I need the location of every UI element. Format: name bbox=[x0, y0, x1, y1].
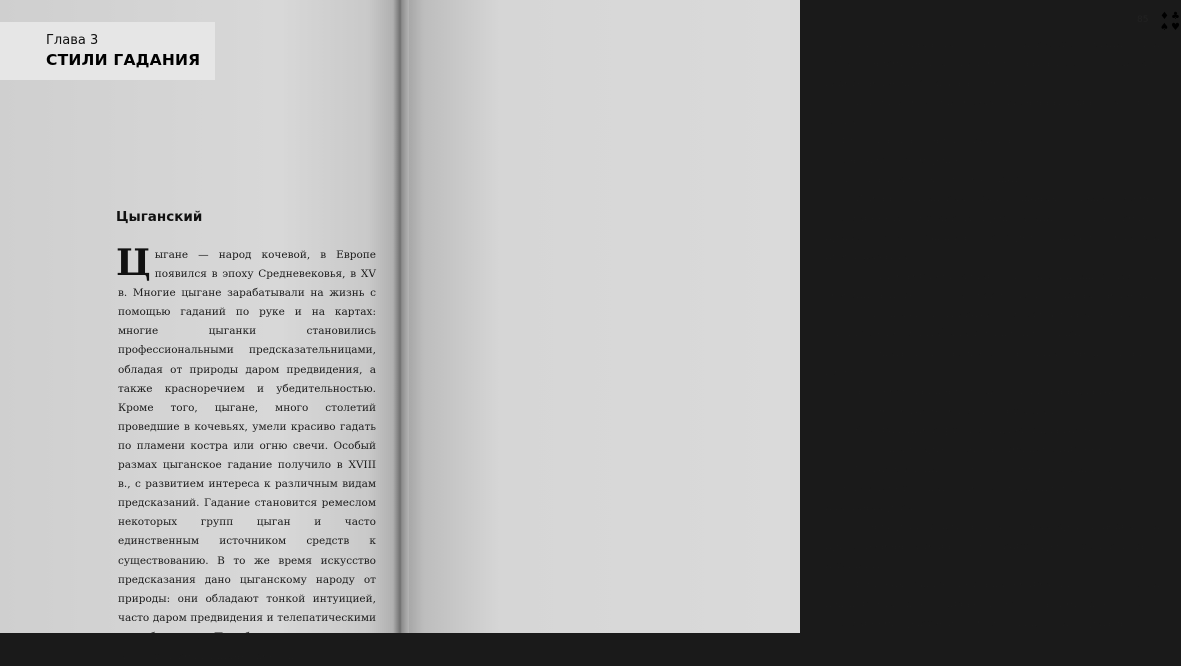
verse-line: Хочешь гадаться — будем гадать. bbox=[841, 173, 1029, 186]
left-body-text bbox=[116, 242, 376, 666]
right-page bbox=[400, 0, 1180, 633]
rule-item: 8) гадалка ни в коем случае не должна сообщать своему клиенту о дате смерти, если она ее узнала из карт или линий руки; bbox=[825, 462, 1160, 514]
paragraph: Цыганки считали своим жизненным девизом такие слова: bbox=[825, 95, 1160, 128]
club-icon: ♣ bbox=[1171, 11, 1180, 22]
rule-item: 1) самое верное гадание — 13 числа каждого месяца, особенно в пятницу 13, а также в день рождения человека; bbox=[825, 269, 1160, 301]
rule-item: 3) гадать лучше всего в солнечный день до 11 часов вечера; bbox=[825, 346, 1160, 379]
paragraph: Именно цыганский стиль гадания заложил основы современным методикам предсказания. Вот несколько правил для гадания, которые цыгане считали необходимыми: bbox=[825, 192, 1160, 263]
rule-item: 9) нехорошо гадать в присутствии других людей или при включенном телевизоре — карты требуют спокойствия и тишины; bbox=[825, 520, 1160, 572]
rule-item: 6) игральные карты не подходят для гадания; bbox=[855, 423, 1112, 436]
verse-line: Не обманешь — не проживешь, bbox=[841, 134, 1017, 147]
section-title: Цыганский bbox=[116, 209, 203, 225]
page-number: 85 bbox=[1137, 15, 1149, 25]
chapter-label: Глава 3 bbox=[46, 33, 99, 48]
diamond-icon: ♦ bbox=[1160, 11, 1169, 22]
right-body-text bbox=[825, 35, 1160, 633]
rule-item: 4) понедельник не самый лучший день для гадания; bbox=[855, 385, 1148, 398]
book-gutter bbox=[393, 0, 409, 633]
rule-item: 2) лучшими спутниками предсказателя являются кот (желательно черный) или трехцветная кошка; bbox=[825, 308, 1160, 340]
left-page bbox=[0, 0, 400, 662]
chapter-title: СТИЛИ ГАДАНИЯ bbox=[46, 51, 201, 69]
card-suits-icon bbox=[1159, 11, 1181, 33]
rule-item: 5) частое гадание не откроет истины; bbox=[855, 404, 1067, 417]
heart-icon: ♥ bbox=[1171, 22, 1180, 33]
verse-line: Он дает — ты берешь. bbox=[841, 153, 964, 166]
paragraph: Начиная гадать, цыганки непременно произносили над картами один из древних заговоров. Вот один из них в современной трактовке: «36 верных друзей и братьев! bbox=[825, 578, 1160, 629]
paragraph: с 10–12 лет начинали обучаться искусству гадания, при этом у некоторых из них сразу выявлялся особый дар видеть человека буквально насквозь. bbox=[825, 38, 1160, 89]
left-body-paragraph: ыгане — народ кочевой, в Европе появился в эпоху Средневековья, в XV в. Многие цыгане зарабатывали на жизнь с помощью гаданий по руке и на картах: многие цыганки становились профессиональными предсказательницами, обладая от природы даром предвидения, а также красноречием и убедительностью. Кроме того, цыгане, много столетий проведшие в кочевьях, умели красиво гадать по пламени костра или огню свечи. Особый размах цыганское гадание получило в XVIII в., с развитием интереса к различным видам предсказаний. Гадание становится ремеслом некоторых групп цыган и часто единственным источником средств к существованию. В то же время искусство предсказания дано цыганскому народу от природы: они обладают тонкой интуицией, часто даром предвидения и телепатическими способностями. По обычаям цыган, гадать могут только женщины; девочки bbox=[118, 249, 376, 662]
drop-cap: Ц bbox=[116, 242, 151, 284]
rule-item: 7) лучшие карты — это настоящие старинные; bbox=[855, 443, 1116, 456]
spade-icon: ♠ bbox=[1160, 22, 1169, 33]
